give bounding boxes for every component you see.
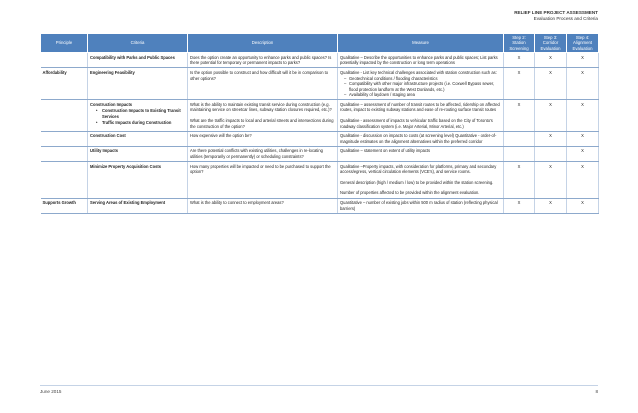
table-row bbox=[41, 53, 599, 68]
description-cell: How expensive will the option be? bbox=[188, 131, 338, 146]
col-header-step4: Step 4: Alignment Evaluation bbox=[567, 34, 599, 53]
criteria-cell: Compatibility with Parks and Public Spaces bbox=[88, 53, 188, 68]
page-number: 8 bbox=[595, 389, 598, 394]
table-row bbox=[41, 100, 599, 131]
measure-part: Qualitative –Property impacts, with consideration for platforms, primary and secondary access/egress, vertical circulation elements (VCE's), and service rooms. bbox=[340, 163, 497, 175]
principle-cell bbox=[41, 100, 88, 131]
measure-cell bbox=[338, 100, 504, 131]
step2-mark bbox=[504, 146, 535, 161]
criteria-cell: Construction Cost bbox=[88, 131, 188, 146]
step4-mark: X bbox=[567, 53, 599, 68]
description-part: What is the ability to maintain existing transit service during construction (e.g. maintaining service on streetcar lines, subway station closures required, etc.)? bbox=[190, 101, 332, 113]
criteria-cell: Serving Areas of Existing Employment bbox=[88, 198, 188, 213]
measure-intro: Qualitative - List key technical challenges associated with station construction such as: bbox=[340, 69, 497, 75]
table-header-row bbox=[41, 34, 599, 53]
measure-part: Qualitative - assessment of impacts to vehicular traffic based on the City of Toronto's roadway classification system (i.e. Major Arterial, Minor Arterial, etc.) bbox=[340, 118, 493, 129]
document-subtitle: Evaluation Process and Criteria bbox=[533, 16, 598, 21]
measure-cell bbox=[338, 162, 504, 198]
document-title: RELIEF LINE PROJECT ASSESSMENT bbox=[514, 10, 598, 15]
measure-cell: Quantitative – number of existing jobs within 500 m radius of station (reflecting physical barriers) bbox=[338, 198, 504, 213]
criteria-sublist-item: • Construction Impacts to Existing Transit Services bbox=[96, 108, 185, 119]
col-header-principle: Principle bbox=[41, 34, 88, 53]
criteria-sublist-item: • Traffic Impacts during Construction bbox=[96, 120, 185, 126]
criteria-cell: Minimize Property Acquisition Costs bbox=[88, 162, 188, 198]
step4-mark: X bbox=[567, 162, 599, 198]
step3-mark: X bbox=[535, 131, 567, 146]
step4-mark: X bbox=[567, 100, 599, 131]
step2-mark: X bbox=[504, 198, 535, 213]
description-cell: Are there potential conflicts with existing utilities, challenges in re-locating utilities (temporarily or permanently) or scheduling constraints? bbox=[188, 146, 338, 161]
table-row bbox=[41, 162, 599, 198]
step4-mark: X bbox=[567, 146, 599, 161]
criteria-title: Construction Impacts bbox=[90, 101, 133, 107]
principle-cell bbox=[41, 162, 88, 198]
principle-cell: Affordability bbox=[41, 68, 88, 100]
criteria-cell: Engineering Feasibility bbox=[88, 68, 188, 100]
step2-mark: X bbox=[504, 162, 535, 198]
table-row bbox=[41, 146, 599, 161]
measure-part: Number of properties affected to be provided within the alignment evaluation. bbox=[340, 190, 480, 196]
table-row bbox=[41, 198, 599, 213]
principle-cell bbox=[41, 131, 88, 146]
step3-mark: X bbox=[535, 162, 567, 198]
step2-mark: X bbox=[504, 68, 535, 100]
description-part: What are the traffic impacts to local and arterial streets and intersections during the construction of the option? bbox=[190, 118, 334, 129]
principle-cell bbox=[41, 146, 88, 161]
criteria-table bbox=[40, 33, 599, 214]
step2-mark: X bbox=[504, 100, 535, 131]
footer-date: June 2015 bbox=[40, 389, 62, 394]
col-header-step2: Step 2: Station Screening bbox=[504, 34, 535, 53]
footer-divider bbox=[40, 385, 598, 386]
step3-mark: X bbox=[535, 68, 567, 100]
description-cell: Is the option possible to construct and how difficult will it be in comparison to other options? bbox=[188, 68, 338, 100]
measure-cell: Qualitative - discussion on impacts to costs (at screening level) Quantitative - order-of-magnitude estimates on the alignment alternatives within the preferred corridor bbox=[338, 131, 504, 146]
step3-mark bbox=[535, 146, 567, 161]
col-header-criteria: Criteria bbox=[88, 34, 188, 53]
measure-list-item: – Availability of laydown / staging area bbox=[344, 92, 501, 98]
description-cell: Does the option create an opportunity to enhance parks and public spaces? Is there potential for temporary or permanent impacts to parks? bbox=[188, 53, 338, 68]
col-header-measure: Measure bbox=[338, 34, 504, 53]
table-row bbox=[41, 131, 599, 146]
table-row bbox=[41, 68, 599, 100]
measure-part: General description (high / medium / low) to be provided within the station screening. bbox=[340, 179, 494, 185]
measure-cell bbox=[338, 68, 504, 100]
step4-mark: X bbox=[567, 131, 599, 146]
step3-mark: X bbox=[535, 198, 567, 213]
step2-mark bbox=[504, 131, 535, 146]
criteria-cell bbox=[88, 100, 188, 131]
measure-cell: Qualitative – Describe the opportunities to enhance parks and public spaces; List parks potentially impacted by the construction or long term operations bbox=[338, 53, 504, 68]
col-header-description: Description bbox=[188, 34, 338, 53]
measure-part: Qualitative – assessment of number of transit routes to be affected, ridership on affected routes, impact to existing subway stations and ease of re-routing surface transit routes bbox=[340, 101, 500, 113]
principle-cell: Supports Growth bbox=[41, 198, 88, 213]
criteria-sublist bbox=[90, 108, 185, 125]
step3-mark: X bbox=[535, 53, 567, 68]
criteria-cell: Utility Impacts bbox=[88, 146, 188, 161]
step3-mark: X bbox=[535, 100, 567, 131]
description-cell: How many properties will be impacted or need to be purchased to support the option? bbox=[188, 162, 338, 198]
measure-list-item: – Compatibility with other major infrastructure projects (i.e. Coxwell Bypass sewer, flood protection landform at the West Donlands, etc.) bbox=[344, 81, 501, 92]
document-header bbox=[514, 10, 598, 22]
step4-mark: X bbox=[567, 198, 599, 213]
description-cell: What is the ability to connect to employment areas? bbox=[188, 198, 338, 213]
measure-cell: Qualitative – statement on extent of utility impacts bbox=[338, 146, 504, 161]
description-cell bbox=[188, 100, 338, 131]
principle-cell bbox=[41, 53, 88, 68]
col-header-step3: Step 3: Corridor Evaluation bbox=[535, 34, 567, 53]
step4-mark: X bbox=[567, 68, 599, 100]
step2-mark: X bbox=[504, 53, 535, 68]
measure-list bbox=[340, 76, 501, 98]
measure-list-item: – Geotechnical conditions / flooding characteristics bbox=[344, 76, 501, 82]
